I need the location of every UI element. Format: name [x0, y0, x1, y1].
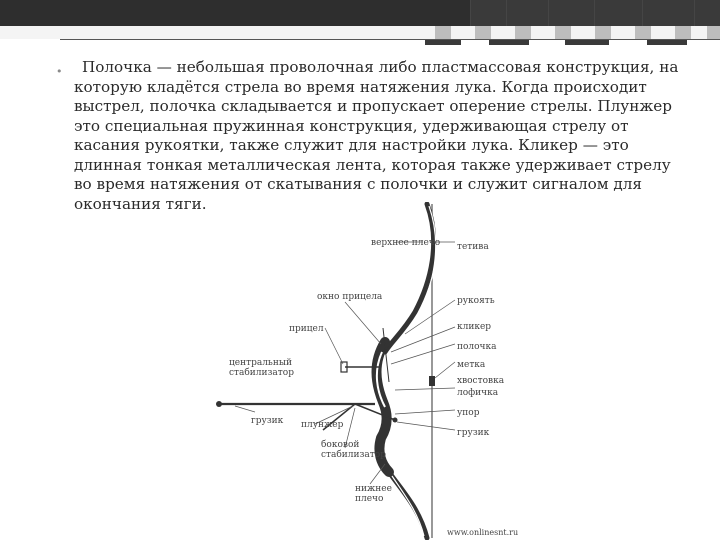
label-sight-window: окно прицела: [317, 292, 383, 302]
label-arrow-grip: лофичка: [457, 388, 499, 398]
label-plunger-left: плунжер: [301, 420, 344, 430]
label-weight-right: грузик: [457, 428, 490, 438]
header-stripe: [506, 0, 548, 26]
label-rest: полочка: [457, 342, 497, 352]
label-side-stabilizer: боковой стабилизатор: [321, 440, 386, 460]
header-decor: [425, 26, 720, 45]
label-weight: грузик: [251, 416, 284, 426]
header-stripe: [694, 0, 720, 26]
watermark-text: www.onlinesnt.ru: [447, 528, 519, 537]
bullet-marker: •: [56, 65, 63, 78]
label-grip: рукоять: [457, 296, 495, 306]
bow-diagram: [205, 202, 535, 540]
upper-limb-shape: [385, 204, 434, 352]
header-stripe: [594, 0, 642, 26]
header-stripe: [470, 0, 506, 26]
label-bowstring: тетива: [457, 242, 489, 252]
stabilizer-weight: [216, 401, 222, 407]
header-stripe: [642, 0, 694, 26]
header-stripe: [548, 0, 594, 26]
label-upper-limb: верхнее плечо: [371, 238, 441, 248]
label-lower-limb: нижнее плечо: [355, 484, 392, 504]
nocking-point-marker: [429, 376, 435, 386]
header-rule: [60, 39, 720, 40]
body-paragraph: Полочка — небольшая проволочная либо пластмассовая конструкция, на которую кладётся стрела во время натяжения лука. Когда происходит выстрел, полочка складывается и пропускает оперение стрелы. Плунжер это специальная пружинная конструкция, удерживающая стрелу от касания рукоятки, также служит для настройки лука. Кликер — это длинная тонкая металлическая лента, которая также удерживает стрелу во время натяжения от скатывания с полочки и служит сигналом для окончания тяги.: [74, 58, 679, 213]
label-sight: прицел: [289, 324, 324, 334]
label-limb-insert: хвостовка: [457, 376, 505, 386]
label-clicker: кликер: [457, 322, 492, 332]
label-plunger: упор: [457, 408, 480, 418]
label-central-stabilizer: центральный стабилизатор: [229, 358, 294, 378]
label-nocking-point: метка: [457, 360, 486, 370]
side-stabilizer-weight: [393, 418, 398, 423]
